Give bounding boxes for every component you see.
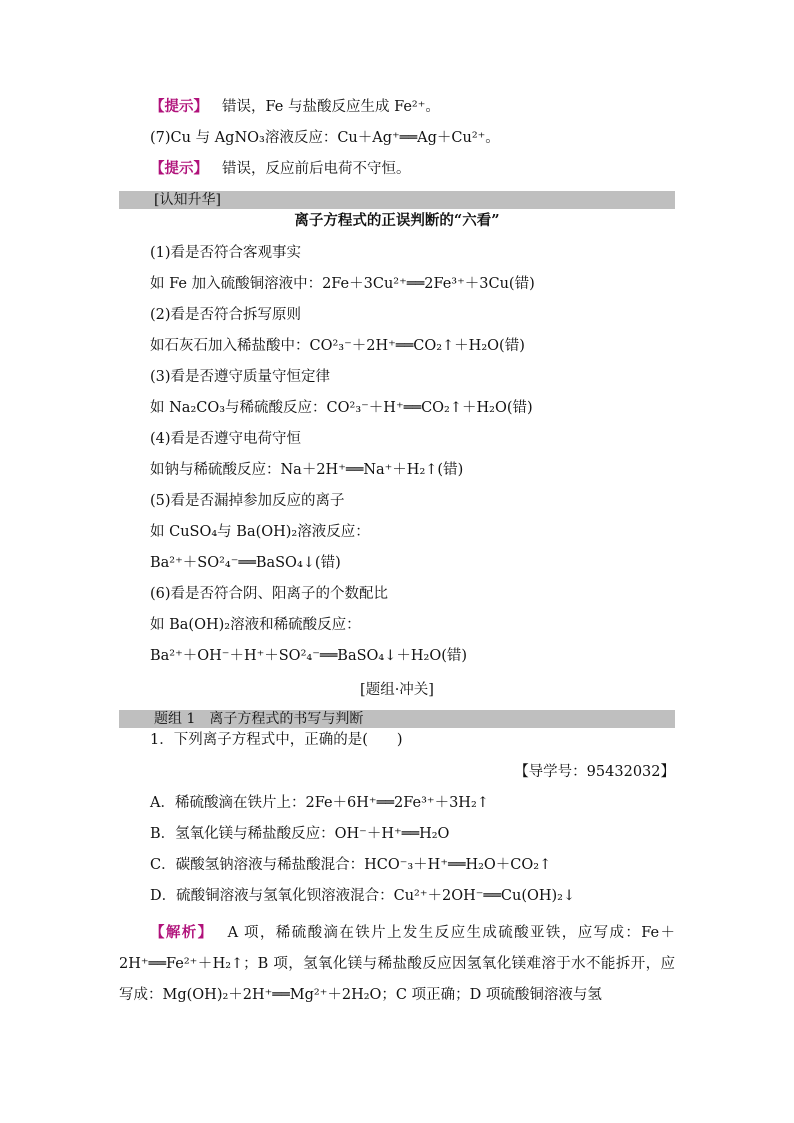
analysis-label: 【解析】 [150,924,214,941]
rule-line: Ba²⁺＋SO²₄⁻══BaSO₄↓(错) [150,555,341,571]
tip-line-2 [150,159,411,179]
question-stem: 1．下列离子方程式中，正确的是( ) [150,732,403,748]
item-7: (7)Cu 与 AgNO₃溶液反应：Cu＋Ag⁺══Ag＋Cu²⁺。 [150,130,500,146]
rule-line: (6)看是否符合阴、阳离子的个数配比 [150,586,389,602]
tip-label: 【提示】 [150,98,208,115]
guide-number: 【导学号：95432032】 [514,764,675,780]
section-title: 离子方程式的正误判断的“六看” [294,212,500,229]
analysis-paragraph [119,917,675,1011]
option-d: D．硫酸铜溶液与氢氧化钡溶液混合：Cu²⁺＋2OH⁻══Cu(OH)₂↓ [150,888,576,904]
group-label: 题组 1 离子方程式的书写与判断 [154,711,364,727]
rule-line: (3)看是否遵守质量守恒定律 [150,369,331,385]
analysis-text: A 项，稀硫酸滴在铁片上发生反应生成硫酸亚铁，应写成：Fe＋2H⁺══Fe²⁺＋H₂↑；B 项，氢氧化镁与稀盐酸反应因氢氧化镁难溶于水不能拆开，应写成：Mg(OH)₂＋2H⁺══Mg²⁺＋2H₂O；C 项正确；D 项硫酸铜溶液与氢 [119,925,675,1003]
rule-line: 如 Fe 加入硫酸铜溶液中：2Fe＋3Cu²⁺══2Fe³⁺＋3Cu(错) [150,276,535,292]
tip-text: 错误，反应前后电荷不守恒。 [222,161,411,177]
section-band-cognition [119,191,675,209]
rule-line: (5)看是否漏掉参加反应的离子 [150,493,345,509]
tip-text: 错误，Fe 与盐酸反应生成 Fe²⁺。 [222,99,440,115]
rule-line: 如石灰石加入稀盐酸中：CO²₃⁻＋2H⁺══CO₂↑＋H₂O(错) [150,338,525,354]
section-band-group [119,710,675,728]
rule-line: (4)看是否遵守电荷守恒 [150,431,302,447]
option-b: B．氢氧化镁与稀盐酸反应：OH⁻＋H⁺══H₂O [150,826,450,842]
tip-label: 【提示】 [150,160,208,177]
practice-heading: [题组·冲关] [360,682,434,698]
band-label: [认知升华] [154,192,221,208]
rule-line: (2)看是否符合拆写原则 [150,307,302,323]
option-c: C．碳酸氢钠溶液与稀盐酸混合：HCO⁻₃＋H⁺══H₂O＋CO₂↑ [150,857,552,873]
rule-line: 如钠与稀硫酸反应：Na＋2H⁺══Na⁺＋H₂↑(错) [150,462,464,478]
option-a: A．稀硫酸滴在铁片上：2Fe＋6H⁺══2Fe³⁺＋3H₂↑ [150,795,489,811]
tip-line-1 [150,97,440,117]
rule-line: 如 Na₂CO₃与稀硫酸反应：CO²₃⁻＋H⁺══CO₂↑＋H₂O(错) [150,400,533,416]
rule-line: Ba²⁺＋OH⁻＋H⁺＋SO²₄⁻══BaSO₄↓＋H₂O(错) [150,648,468,664]
rule-line: 如 Ba(OH)₂溶液和稀硫酸反应： [150,617,361,633]
rule-line: (1)看是否符合客观事实 [150,245,302,261]
rule-line: 如 CuSO₄与 Ba(OH)₂溶液反应： [150,524,370,540]
